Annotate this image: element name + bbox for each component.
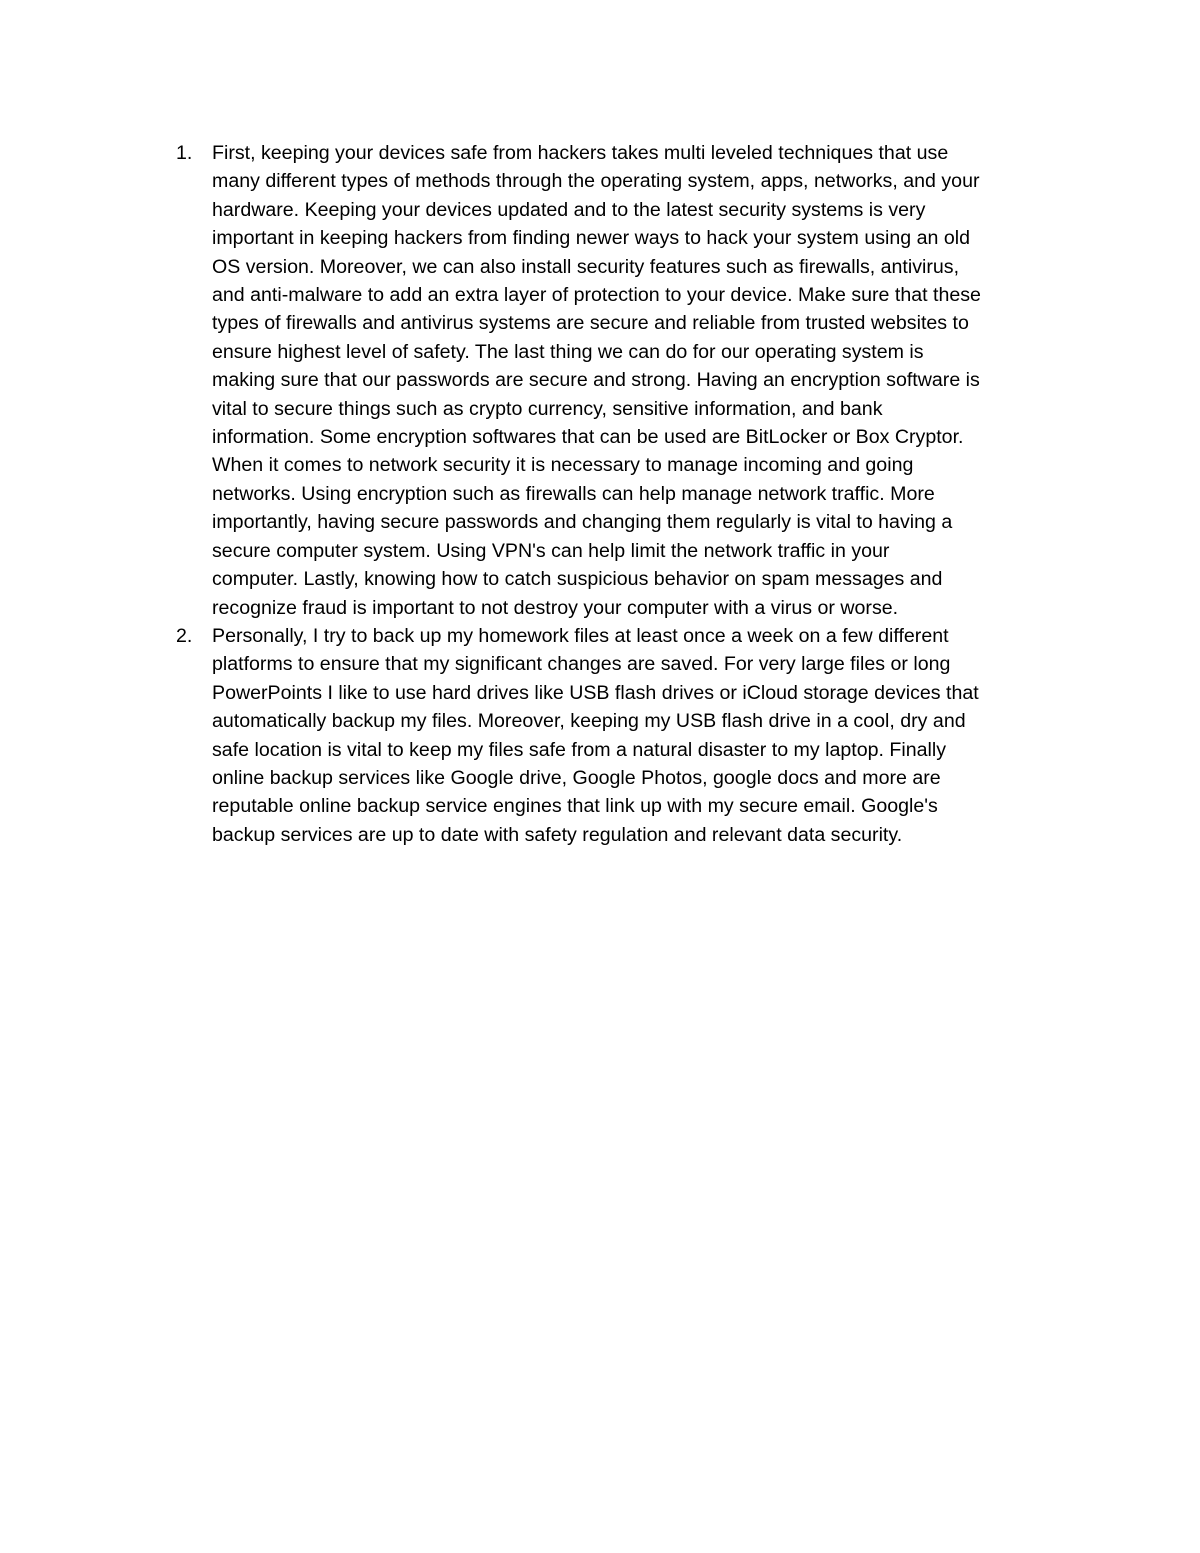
text-line: safe location is vital to keep my files safe from a natural disaster to my laptop. Finally <box>212 738 947 761</box>
list-number: 1. <box>176 142 193 164</box>
text-line: important in keeping hackers from finding newer ways to hack your system using an old <box>212 227 970 250</box>
text-line: recognize fraud is important to not destroy your computer with a virus or worse. <box>212 596 899 619</box>
text-line: PowerPoints I like to use hard drives like USB flash drives or iCloud storage devices that <box>212 681 979 704</box>
text-line: and anti-malware to add an extra layer of protection to your device. Make sure that these <box>212 284 981 307</box>
list-item-1 <box>172 139 1072 622</box>
text-line: hardware. Keeping your devices updated and to the latest security systems is very <box>212 198 926 221</box>
text-line: information. Some encryption softwares that can be used are BitLocker or Box Cryptor. <box>212 426 964 449</box>
text-line: networks. Using encryption such as firewalls can help manage network traffic. More <box>212 482 935 505</box>
text-line: many different types of methods through the operating system, apps, networks, and your <box>212 170 980 193</box>
text-line: Personally, I try to back up my homework files at least once a week on a few different <box>212 624 949 647</box>
text-line: reputable online backup service engines that link up with my secure email. Google's <box>212 795 938 818</box>
text-line: types of firewalls and antivirus systems are secure and reliable from trusted websites to <box>212 312 969 335</box>
text-line: First, keeping your devices safe from hackers takes multi leveled techniques that use <box>212 142 949 164</box>
text-line: computer. Lastly, knowing how to catch suspicious behavior on spam messages and <box>212 568 943 591</box>
text-line: platforms to ensure that my significant changes are saved. For very large files or long <box>212 653 951 676</box>
text-line: secure computer system. Using VPN's can help limit the network traffic in your <box>212 539 890 562</box>
text-line: importantly, having secure passwords and changing them regularly is vital to having a <box>212 511 953 534</box>
text-line: vital to secure things such as crypto currency, sensitive information, and bank <box>212 397 883 420</box>
text-line: When it comes to network security it is necessary to manage incoming and going <box>212 454 914 477</box>
text-line: ensure highest level of safety. The last thing we can do for our operating system is <box>212 340 924 363</box>
list-item-text <box>212 622 1072 849</box>
text-line: online backup services like Google drive, Google Photos, google docs and more are <box>212 766 941 789</box>
list-item-text <box>212 139 1072 622</box>
text-line: making sure that our passwords are secure and strong. Having an encryption software is <box>212 369 980 392</box>
numbered-list <box>172 139 1072 849</box>
text-line: backup services are up to date with safety regulation and relevant data security. <box>212 823 903 846</box>
text-line: OS version. Moreover, we can also install security features such as firewalls, antivirus, <box>212 255 960 278</box>
text-line: automatically backup my files. Moreover, keeping my USB flash drive in a cool, dry and <box>212 710 966 733</box>
list-number: 2. <box>176 624 193 647</box>
list-item-2 <box>172 622 1072 849</box>
